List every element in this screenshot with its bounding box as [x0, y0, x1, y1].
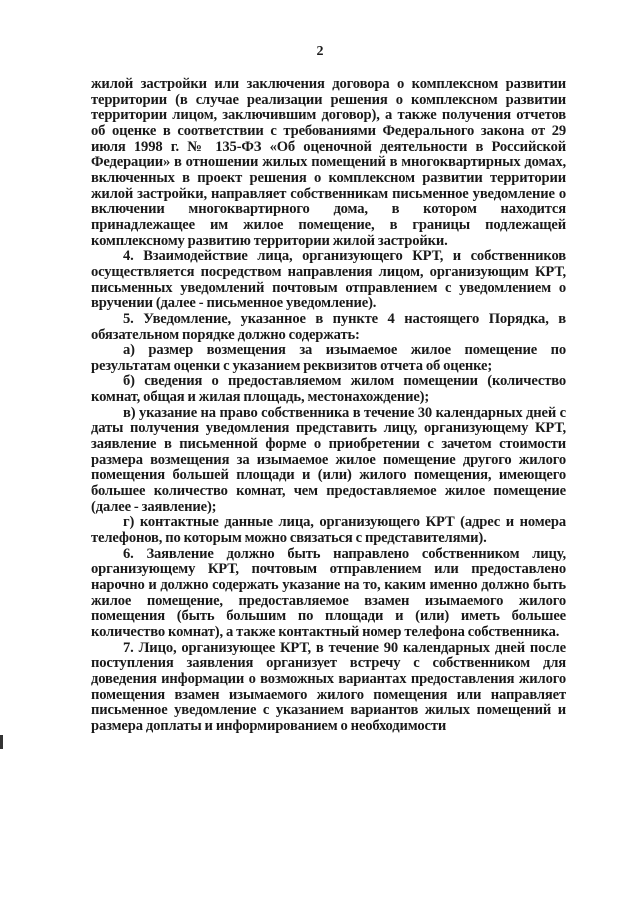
- subitem-g: г) контактные данные лица, организующего КРТ (адрес и номера телефонов, по которым можно связаться с представителями).: [91, 514, 566, 547]
- paragraph-continuation: жилой застройки или заключения договора о комплексном развитии территории (в случае реализации решения о комплексном развитии территории лицом, заключившим договор), а также получения отчетов об оценке в соответствии с требованиями Федерального закона от 29 июля 1998 г. № 135-ФЗ «Об оценочной деятельности в Российской Федерации» в отношении жилых помещений в многоквартирных домах, включенных в проект решения о комплексном развитии территории жилой застройки, направляет собственникам письменное уведомление о включении многоквартирного дома, в котором находится принадлежащее им жилое помещение, в границы подлежащей комплексному развитию территории жилой застройки.: [91, 76, 566, 249]
- subitem-a: а) размер возмещения за изымаемое жилое помещение по результатам оценки с указанием реквизитов отчета об оценке;: [91, 342, 566, 374]
- margin-mark: [0, 735, 3, 749]
- document-body: [91, 77, 566, 735]
- page-number: 2: [316, 44, 324, 59]
- paragraph-item-4: 4. Взаимодействие лица, организующего КРТ, и собственников осуществляется посредством направления лицом, организующим КРТ, письменных уведомлений почтовым отправлением с уведомлением о вручении (далее - письменное уведомление).: [91, 248, 566, 312]
- paragraph-item-6: 6. Заявление должно быть направлено собственником лицу, организующему КРТ, почтовым отправлением или предоставлено нарочно и должно содержать указание на то, каким именно должно быть жилое помещение, предоставляемое взамен изымаемого жилого помещения (быть большим по площади и (или) иметь большее количество комнат), а также контактный номер телефона собственника.: [91, 545, 566, 640]
- paragraph-item-5: 5. Уведомление, указанное в пункте 4 настоящего Порядка, в обязательном порядке должно содержать:: [91, 310, 566, 343]
- subitem-v: в) указание на право собственника в течение 30 календарных дней с даты получения уведомления представить лицу, организующему КРТ, заявление в письменной форме о приобретении с зачетом стоимости размера возмещения за изымаемое жилое помещение другого жилого помещения большей площади и (или) жилого помещения, имеющего большее количество комнат, чем предоставляемое жилое помещение (далее - заявление);: [91, 404, 566, 515]
- subitem-b: б) сведения о предоставляемом жилом помещении (количество комнат, общая и жилая площадь, местонахождение);: [91, 373, 566, 406]
- paragraph-item-7: 7. Лицо, организующее КРТ, в течение 90 календарных дней после поступления заявления организует встречу с собственником для доведения информации о возможных вариантах предоставления жилого помещения взамен изымаемого жилого помещения или направляет письменное уведомление с указанием вариантов жилых помещений и размера доплаты и информированием о необходимости: [91, 639, 566, 734]
